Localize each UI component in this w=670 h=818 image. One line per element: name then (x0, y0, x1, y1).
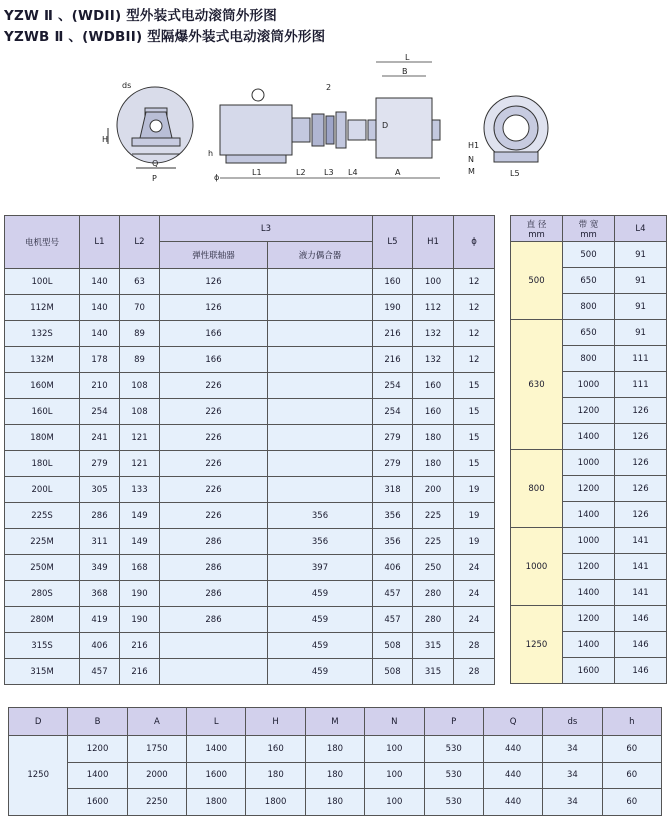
cell-M: 180 (305, 789, 364, 816)
header-B: B (68, 708, 127, 736)
cell-L3-elastic: 286 (160, 529, 268, 555)
cell-belt-width: 500 (563, 242, 615, 268)
header-H: H (246, 708, 305, 736)
cell-ds: 34 (543, 789, 602, 816)
label-M: M (468, 167, 475, 176)
label-L: L (405, 53, 410, 62)
header-diameter (511, 216, 563, 242)
cell-L5: 457 (373, 607, 413, 633)
cell-model: 280S (5, 581, 80, 607)
cell-L3-fluid (268, 321, 373, 347)
header-L2: L2 (120, 216, 160, 269)
cell-diameter: 1000 (511, 528, 563, 606)
table-row (5, 659, 495, 685)
cell-H1: 112 (413, 295, 454, 321)
title-line-2: YZWB Ⅱ 、(WDBII) 型隔爆外装式电动滚筒外形图 (4, 29, 326, 45)
cell-L5: 160 (373, 269, 413, 295)
table-row (511, 242, 667, 268)
table-row (5, 477, 495, 503)
cell-B: 1400 (68, 762, 127, 789)
label-P: P (152, 174, 157, 183)
cell-L2: 190 (120, 607, 160, 633)
cell-model: 315M (5, 659, 80, 685)
cell-L3-elastic: 166 (160, 321, 268, 347)
cell-model: 160M (5, 373, 80, 399)
cell-model: 315S (5, 633, 80, 659)
cell-L3-fluid (268, 269, 373, 295)
cell-phi: 24 (454, 555, 495, 581)
cell-L3-elastic: 226 (160, 451, 268, 477)
cell-L5: 216 (373, 347, 413, 373)
cell-M: 180 (305, 762, 364, 789)
cell-L4: 126 (615, 398, 667, 424)
cell-belt-width: 1600 (563, 658, 615, 684)
cell-L3-fluid (268, 451, 373, 477)
label-L5: L5 (510, 169, 520, 178)
cell-L: 1800 (187, 789, 246, 816)
cell-model: 200L (5, 477, 80, 503)
cell-L4: 91 (615, 294, 667, 320)
cell-belt-width: 800 (563, 346, 615, 372)
cell-L4: 126 (615, 424, 667, 450)
cell-model: 225M (5, 529, 80, 555)
dim-table-body (9, 736, 662, 816)
label-Q: Q (152, 159, 159, 168)
cell-L2: 133 (120, 477, 160, 503)
cell-P: 530 (424, 736, 483, 763)
cell-belt-width: 1200 (563, 476, 615, 502)
cell-L3-fluid: 459 (268, 659, 373, 685)
cell-L5: 254 (373, 399, 413, 425)
cell-H1: 280 (413, 581, 454, 607)
cell-L: 1600 (187, 762, 246, 789)
label-2: 2 (326, 83, 332, 92)
cell-L4: 91 (615, 242, 667, 268)
cell-diameter: 1250 (511, 606, 563, 684)
table-row (5, 633, 495, 659)
cell-L3-elastic: 286 (160, 581, 268, 607)
cell-Q: 440 (483, 789, 542, 816)
cell-model: 180L (5, 451, 80, 477)
cell-phi: 28 (454, 659, 495, 685)
cell-L2: 121 (120, 425, 160, 451)
cell-L3-fluid (268, 373, 373, 399)
cell-L3-fluid (268, 477, 373, 503)
table-row (5, 581, 495, 607)
cell-L4: 146 (615, 606, 667, 632)
motor-dimension-table (4, 215, 495, 685)
cell-L1: 210 (80, 373, 120, 399)
label-L3: L3 (324, 168, 334, 177)
cell-L1: 279 (80, 451, 120, 477)
cell-L1: 178 (80, 347, 120, 373)
cell-model: 180M (5, 425, 80, 451)
cell-L4: 126 (615, 502, 667, 528)
cell-diameter: 630 (511, 320, 563, 450)
label-A: A (395, 168, 401, 177)
cell-phi: 19 (454, 529, 495, 555)
cell-model: 100L (5, 269, 80, 295)
header-diameter-unit: mm (528, 229, 545, 240)
cell-belt-width: 1200 (563, 554, 615, 580)
cell-model: 225S (5, 503, 80, 529)
cell-L3-fluid (268, 425, 373, 451)
label-H1: H1 (468, 141, 480, 150)
header-diameter-label: 直 径 (526, 219, 547, 230)
label-H: H (102, 135, 109, 144)
cell-L3-fluid: 459 (268, 607, 373, 633)
cell-L4: 111 (615, 346, 667, 372)
cell-L1: 305 (80, 477, 120, 503)
cell-H1: 250 (413, 555, 454, 581)
cell-L3-fluid (268, 399, 373, 425)
cell-L1: 368 (80, 581, 120, 607)
cell-model: 160L (5, 399, 80, 425)
cell-M: 180 (305, 736, 364, 763)
header-belt-width-label: 带 宽 (578, 219, 599, 230)
cell-L2: 190 (120, 581, 160, 607)
cell-L3-elastic: 286 (160, 555, 268, 581)
cell-L1: 406 (80, 633, 120, 659)
cell-L3-elastic (160, 633, 268, 659)
table-row (5, 399, 495, 425)
drum-dimension-table (8, 707, 662, 816)
cell-belt-width: 1200 (563, 398, 615, 424)
cell-H1: 315 (413, 659, 454, 685)
cell-L4: 126 (615, 476, 667, 502)
cell-L1: 457 (80, 659, 120, 685)
cell-L1: 286 (80, 503, 120, 529)
header-L5: L5 (373, 216, 413, 269)
header-belt-width (563, 216, 615, 242)
cell-Q: 440 (483, 762, 542, 789)
cell-L4: 126 (615, 450, 667, 476)
cell-L2: 89 (120, 347, 160, 373)
header-H1: H1 (413, 216, 454, 269)
cell-h: 60 (602, 736, 661, 763)
cell-belt-width: 650 (563, 320, 615, 346)
table-row (9, 762, 662, 789)
header-P: P (424, 708, 483, 736)
cell-phi: 12 (454, 347, 495, 373)
table-row (511, 528, 667, 554)
header-belt-width-unit: mm (580, 229, 597, 240)
cell-h: 60 (602, 762, 661, 789)
dim-table-header-row (9, 708, 662, 736)
cell-A: 1750 (127, 736, 186, 763)
cell-L5: 254 (373, 373, 413, 399)
cell-phi: 24 (454, 581, 495, 607)
cell-belt-width: 1400 (563, 632, 615, 658)
cell-L5: 279 (373, 425, 413, 451)
cell-L2: 63 (120, 269, 160, 295)
cell-belt-width: 1000 (563, 528, 615, 554)
table-row (511, 606, 667, 632)
cell-L2: 216 (120, 633, 160, 659)
motor-table-body (5, 269, 495, 685)
cell-L3-elastic: 226 (160, 373, 268, 399)
cell-L1: 419 (80, 607, 120, 633)
header-ds: ds (543, 708, 602, 736)
cell-H1: 132 (413, 321, 454, 347)
cell-N: 100 (365, 789, 424, 816)
side-view (220, 89, 440, 163)
table-row (5, 607, 495, 633)
cell-L3-elastic: 126 (160, 295, 268, 321)
cell-belt-width: 1400 (563, 424, 615, 450)
cell-L5: 318 (373, 477, 413, 503)
cell-H1: 160 (413, 399, 454, 425)
header-fluid-coupling: 液力偶合器 (268, 242, 373, 269)
cell-H: 1800 (246, 789, 305, 816)
cell-phi: 15 (454, 373, 495, 399)
cell-model: 280M (5, 607, 80, 633)
cell-L2: 216 (120, 659, 160, 685)
table-row (5, 373, 495, 399)
cell-phi: 15 (454, 451, 495, 477)
cell-ds: 34 (543, 736, 602, 763)
cell-phi: 12 (454, 269, 495, 295)
drum-belt-table (510, 215, 667, 684)
cell-diameter: 500 (511, 242, 563, 320)
cell-L4: 111 (615, 372, 667, 398)
label-phi: ϕ (214, 173, 220, 182)
cell-L3-fluid: 397 (268, 555, 373, 581)
table-row (5, 321, 495, 347)
cell-H: 180 (246, 762, 305, 789)
cell-P: 530 (424, 789, 483, 816)
cell-L3-elastic: 226 (160, 477, 268, 503)
cell-L3-elastic (160, 659, 268, 685)
table-row (5, 347, 495, 373)
label-D: D (382, 121, 389, 130)
cell-L1: 349 (80, 555, 120, 581)
cell-belt-width: 1400 (563, 502, 615, 528)
end-view-right (484, 96, 548, 162)
cell-belt-width: 1000 (563, 450, 615, 476)
cell-L2: 108 (120, 373, 160, 399)
label-ds: ds (122, 81, 132, 90)
cell-L5: 356 (373, 503, 413, 529)
cell-L2: 108 (120, 399, 160, 425)
cell-H1: 225 (413, 529, 454, 555)
cell-H1: 160 (413, 373, 454, 399)
cell-L4: 146 (615, 632, 667, 658)
cell-L1: 241 (80, 425, 120, 451)
table-row (5, 451, 495, 477)
cell-L5: 508 (373, 633, 413, 659)
cell-L: 1400 (187, 736, 246, 763)
cell-L5: 216 (373, 321, 413, 347)
cell-H1: 100 (413, 269, 454, 295)
cell-belt-width: 1000 (563, 372, 615, 398)
label-L4: L4 (348, 168, 358, 177)
cell-phi: 19 (454, 503, 495, 529)
cell-A: 2250 (127, 789, 186, 816)
cell-phi: 19 (454, 477, 495, 503)
label-L1: L1 (252, 168, 262, 177)
header-Q: Q (483, 708, 542, 736)
cell-L5: 279 (373, 451, 413, 477)
cell-L3-elastic: 226 (160, 503, 268, 529)
table-row (5, 503, 495, 529)
cell-Q: 440 (483, 736, 542, 763)
cell-D: 1250 (9, 736, 68, 816)
cell-L3-elastic: 226 (160, 399, 268, 425)
cell-H1: 200 (413, 477, 454, 503)
cell-L4: 141 (615, 554, 667, 580)
cell-N: 100 (365, 762, 424, 789)
cell-belt-width: 800 (563, 294, 615, 320)
table-row (5, 269, 495, 295)
table-row (9, 736, 662, 763)
cell-L1: 311 (80, 529, 120, 555)
drum-outline-drawing (90, 50, 570, 210)
cell-H: 160 (246, 736, 305, 763)
table-row (5, 555, 495, 581)
cell-L5: 190 (373, 295, 413, 321)
cell-H1: 180 (413, 451, 454, 477)
cell-model: 112M (5, 295, 80, 321)
cell-L5: 508 (373, 659, 413, 685)
end-view-left (108, 87, 193, 168)
cell-phi: 12 (454, 321, 495, 347)
header-A: A (127, 708, 186, 736)
cell-L2: 168 (120, 555, 160, 581)
cell-L1: 140 (80, 295, 120, 321)
cell-L5: 457 (373, 581, 413, 607)
cell-L3-elastic: 126 (160, 269, 268, 295)
cell-L2: 70 (120, 295, 160, 321)
cell-B: 1200 (68, 736, 127, 763)
cell-L3-fluid (268, 347, 373, 373)
header-L: L (187, 708, 246, 736)
cell-belt-width: 650 (563, 268, 615, 294)
header-N: N (365, 708, 424, 736)
table-row (5, 295, 495, 321)
cell-belt-width: 1400 (563, 580, 615, 606)
header-L4: L4 (615, 216, 667, 242)
cell-model: 132S (5, 321, 80, 347)
table-row (5, 425, 495, 451)
cell-model: 132M (5, 347, 80, 373)
cell-L1: 140 (80, 321, 120, 347)
cell-belt-width: 1200 (563, 606, 615, 632)
title-line-1: YZW Ⅱ 、(WDII) 型外装式电动滚筒外形图 (4, 8, 277, 24)
cell-L3-fluid: 459 (268, 581, 373, 607)
cell-L3-fluid (268, 295, 373, 321)
cell-L1: 254 (80, 399, 120, 425)
label-L2: L2 (296, 168, 306, 177)
label-N: N (468, 155, 474, 164)
cell-L3-fluid: 356 (268, 529, 373, 555)
cell-phi: 24 (454, 607, 495, 633)
header-L1: L1 (80, 216, 120, 269)
label-h: h (208, 149, 214, 158)
cell-N: 100 (365, 736, 424, 763)
header-model: 电机型号 (5, 216, 80, 269)
cell-A: 2000 (127, 762, 186, 789)
cell-diameter: 800 (511, 450, 563, 528)
cell-L3-elastic: 286 (160, 607, 268, 633)
header-L3: L3 (160, 216, 373, 242)
header-M: M (305, 708, 364, 736)
table-row (9, 789, 662, 816)
table-row (5, 529, 495, 555)
cell-L3-fluid: 356 (268, 503, 373, 529)
cell-phi: 28 (454, 633, 495, 659)
cell-H1: 280 (413, 607, 454, 633)
cell-L2: 121 (120, 451, 160, 477)
label-B: B (402, 67, 408, 76)
header-D: D (9, 708, 68, 736)
cell-L4: 91 (615, 320, 667, 346)
header-h: h (602, 708, 661, 736)
cell-phi: 12 (454, 295, 495, 321)
cell-phi: 15 (454, 425, 495, 451)
cell-L3-elastic: 166 (160, 347, 268, 373)
cell-L2: 89 (120, 321, 160, 347)
cell-L5: 356 (373, 529, 413, 555)
cell-h: 60 (602, 789, 661, 816)
cell-model: 250M (5, 555, 80, 581)
cell-L5: 406 (373, 555, 413, 581)
cell-L3-elastic: 226 (160, 425, 268, 451)
header-elastic-coupling: 弹性联轴器 (160, 242, 268, 269)
cell-L4: 146 (615, 658, 667, 684)
cell-L1: 140 (80, 269, 120, 295)
table-row (511, 450, 667, 476)
cell-H1: 132 (413, 347, 454, 373)
cell-ds: 34 (543, 762, 602, 789)
cell-L2: 149 (120, 529, 160, 555)
cell-L2: 149 (120, 503, 160, 529)
cell-H1: 225 (413, 503, 454, 529)
cell-L4: 141 (615, 528, 667, 554)
belt-table-body (511, 242, 667, 684)
cell-H1: 180 (413, 425, 454, 451)
cell-P: 530 (424, 762, 483, 789)
cell-B: 1600 (68, 789, 127, 816)
header-phi: ϕ (454, 216, 495, 269)
cell-H1: 315 (413, 633, 454, 659)
table-row (511, 320, 667, 346)
cell-L4: 141 (615, 580, 667, 606)
cell-phi: 15 (454, 399, 495, 425)
cell-L4: 91 (615, 268, 667, 294)
cell-L3-fluid: 459 (268, 633, 373, 659)
